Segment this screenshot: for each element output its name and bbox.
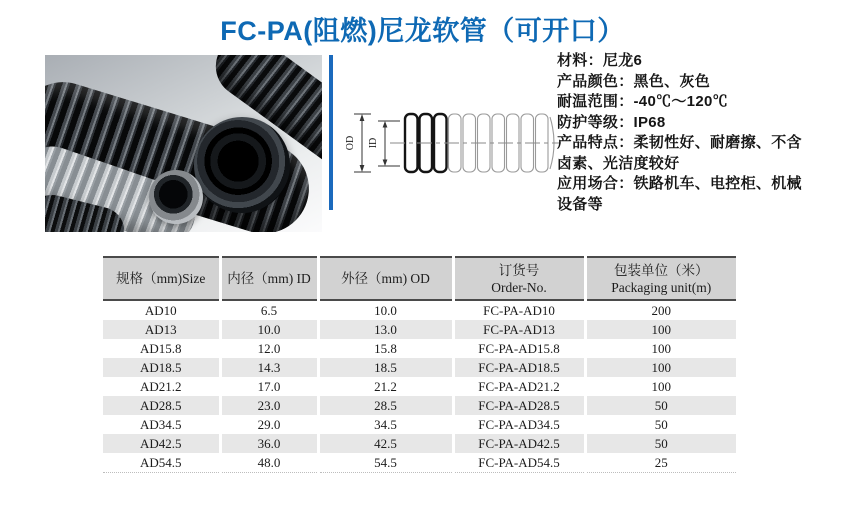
cell-outer-diameter: 34.5 (318, 415, 453, 434)
cell-inner-diameter: 36.0 (220, 434, 318, 453)
cell-packaging-unit: 50 (585, 396, 736, 415)
spec-line-application-2: 设备等 (557, 195, 603, 213)
spec-line-features-1: 产品特点：柔韧性好、耐磨擦、不含 (557, 134, 802, 151)
table-row (103, 300, 736, 320)
table-row (103, 396, 736, 415)
cell-outer-diameter: 42.5 (318, 434, 453, 453)
cell-inner-diameter: 29.0 (220, 415, 318, 434)
cell-order-no: FC-PA-AD42.5 (453, 434, 585, 453)
page-title: FC-PA(阻燃)尼龙软管（可开口） (220, 16, 625, 46)
cell-packaging-unit: 100 (585, 339, 736, 358)
spec-table (103, 256, 736, 473)
cell-size: AD13 (103, 320, 220, 339)
cell-size: AD18.5 (103, 358, 220, 377)
cell-packaging-unit: 50 (585, 415, 736, 434)
cell-outer-diameter: 28.5 (318, 396, 453, 415)
blue-divider-bar (329, 55, 333, 210)
table-row (103, 434, 736, 453)
spec-line-protection: 防护等级：IP68 (557, 113, 666, 131)
col-header-packaging-unit: 包装单位（米） Packaging unit(m) (585, 257, 736, 300)
cell-order-no: FC-PA-AD28.5 (453, 396, 585, 415)
cell-packaging-unit: 50 (585, 434, 736, 453)
cell-size: AD42.5 (103, 434, 220, 453)
col-header-order-no: 订货号 Order-No. (453, 257, 585, 300)
od-label: OD (345, 135, 356, 151)
cell-outer-diameter: 15.8 (318, 339, 453, 358)
spec-line-features-2: 卤素、光洁度较好 (557, 154, 680, 172)
cell-outer-diameter: 18.5 (318, 358, 453, 377)
cell-packaging-unit: 100 (585, 320, 736, 339)
cell-inner-diameter: 6.5 (220, 300, 318, 320)
cell-size: AD54.5 (103, 453, 220, 473)
col-header-outer-diameter: 外径（mm) OD (318, 257, 453, 300)
tube-open-end-black (194, 117, 290, 213)
cell-outer-diameter: 21.2 (318, 377, 453, 396)
cell-packaging-unit: 100 (585, 358, 736, 377)
cell-outer-diameter: 13.0 (318, 320, 453, 339)
spec-text-block (557, 51, 845, 215)
cell-order-no: FC-PA-AD15.8 (453, 339, 585, 358)
cell-packaging-unit: 25 (585, 453, 736, 473)
spec-line-color: 产品颜色：黑色、灰色 (557, 72, 711, 90)
cell-order-no: FC-PA-AD54.5 (453, 453, 585, 473)
cell-packaging-unit: 200 (585, 300, 736, 320)
id-label: ID (368, 137, 379, 149)
cell-order-no: FC-PA-AD18.5 (453, 358, 585, 377)
cell-inner-diameter: 17.0 (220, 377, 318, 396)
cell-inner-diameter: 48.0 (220, 453, 318, 473)
col-header-size: 规格（mm)Size (103, 257, 220, 300)
table-row (103, 415, 736, 434)
cell-inner-diameter: 23.0 (220, 396, 318, 415)
table-row (103, 320, 736, 339)
cell-inner-diameter: 10.0 (220, 320, 318, 339)
tube-open-end-grey (149, 170, 203, 224)
table-row (103, 453, 736, 473)
table-header-row (103, 257, 736, 300)
cell-size: AD15.8 (139, 341, 182, 356)
cell-size: AD10 (144, 303, 177, 318)
cell-inner-diameter: 14.3 (220, 358, 318, 377)
cell-outer-diameter: 10.0 (318, 300, 453, 320)
table-row (103, 339, 736, 358)
cell-order-no: FC-PA-AD10 (453, 300, 585, 320)
cell-size: AD34.5 (139, 417, 182, 432)
cell-order-no: FC-PA-AD21.2 (453, 377, 585, 396)
cell-order-no: FC-PA-AD34.5 (453, 415, 585, 434)
table-row (103, 358, 736, 377)
cell-inner-diameter: 12.0 (220, 339, 318, 358)
od-id-dimension-diagram (340, 75, 565, 215)
spec-line-material: 材料：尼龙6 (557, 52, 643, 69)
spec-line-temperature: 耐温范围：-40℃～120℃ (557, 93, 728, 110)
table-row (103, 377, 736, 396)
id-dimension (378, 121, 400, 166)
spec-line-application-1: 应用场合：铁路机车、电控柜、机械 (557, 175, 802, 192)
cell-outer-diameter: 54.5 (318, 453, 453, 473)
cell-packaging-unit: 100 (585, 377, 736, 396)
spec-table-wrap (103, 256, 736, 473)
cell-size: AD28.5 (103, 396, 220, 415)
cell-order-no: FC-PA-AD13 (453, 320, 585, 339)
product-photo (45, 55, 322, 232)
cell-size: AD21.2 (139, 379, 182, 394)
col-header-inner-diameter: 内径（mm) ID (220, 257, 318, 300)
